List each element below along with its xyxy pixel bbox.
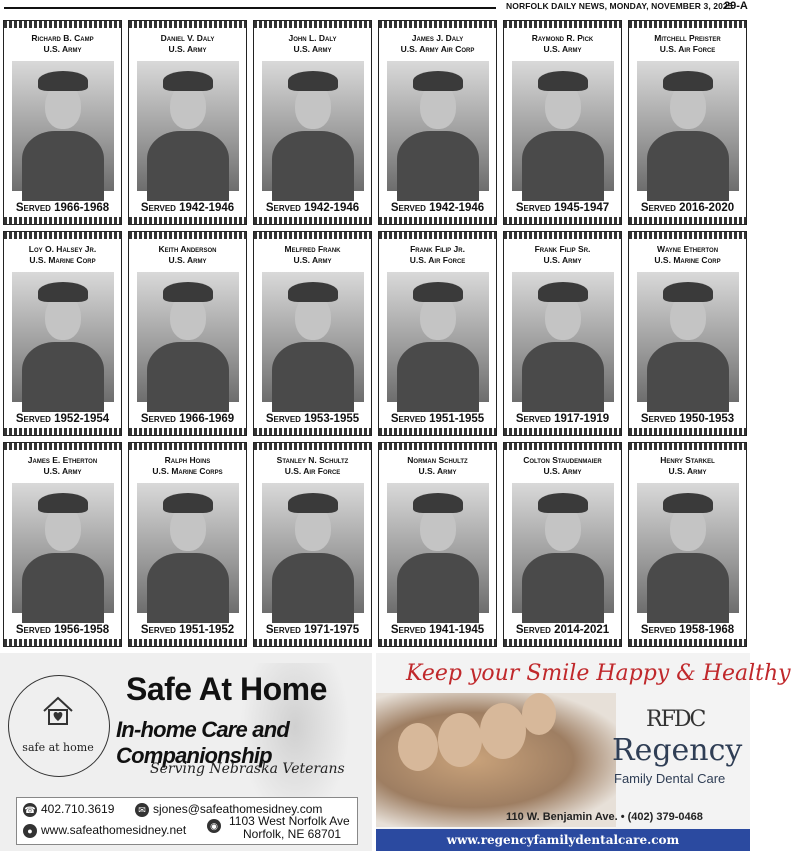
veteran-photo (137, 61, 239, 191)
service-years (631, 413, 744, 425)
veteran-photo (637, 61, 739, 191)
regency-url[interactable]: www.regencyfamilydentalcare.com (446, 833, 680, 847)
cap-shape (538, 282, 588, 302)
cap-shape (288, 282, 338, 302)
cap-shape (288, 493, 338, 513)
star-border-bottom (4, 639, 121, 646)
star-border-top (629, 21, 746, 28)
veteran-photo (12, 272, 114, 402)
service-years (381, 624, 494, 636)
website-link: www.safeathomesidney.net (41, 823, 187, 837)
veteran-photo (137, 272, 239, 402)
served-years: 1971-1975 (304, 624, 360, 636)
uniform-shape (522, 342, 604, 412)
served-label: Served (265, 413, 301, 425)
email-address: sjones@safeathomesidney.com (153, 802, 323, 816)
veteran-grid (3, 20, 747, 648)
uniform-shape (647, 131, 729, 201)
veteran-name: Daniel V. Daly (160, 33, 215, 43)
address-line-1: 1103 West Norfolk Ave (229, 814, 350, 828)
uniform-shape (647, 342, 729, 412)
veteran-card (253, 231, 372, 436)
star-border-top (129, 443, 246, 450)
page-number: 29-A (724, 0, 748, 12)
served-years: 2014-2021 (554, 624, 610, 636)
service-years (256, 202, 369, 214)
star-border-top (129, 21, 246, 28)
cap-shape (288, 71, 338, 91)
veteran-photo (637, 483, 739, 613)
veteran-card (378, 442, 497, 647)
veteran-card (628, 442, 747, 647)
veteran-name: Loy O. Halsey Jr. (28, 244, 97, 254)
veteran-name: Keith Anderson (158, 244, 217, 254)
uniform-shape (397, 131, 479, 201)
veteran-card (253, 442, 372, 647)
served-years: 1942-1946 (429, 202, 485, 214)
service-years (506, 624, 619, 636)
served-label: Served (265, 202, 301, 214)
uniform-shape (22, 342, 104, 412)
star-border-top (4, 232, 121, 239)
served-label: Served (15, 624, 51, 636)
veteran-name: James E. Etherton (27, 455, 98, 465)
star-border-top (379, 21, 496, 28)
globe-icon: ● (23, 824, 37, 838)
veteran-photo (512, 272, 614, 402)
veteran-branch: U.S. Army (43, 466, 82, 476)
mother-face (438, 713, 482, 767)
star-border-top (379, 232, 496, 239)
uniform-shape (22, 553, 104, 623)
star-border-bottom (254, 217, 371, 224)
served-years: 1917-1919 (554, 413, 610, 425)
served-years: 1942-1946 (304, 202, 360, 214)
service-years (506, 413, 619, 425)
veteran-card (628, 231, 747, 436)
veteran-name: James J. Daly (411, 33, 464, 43)
star-border-top (254, 232, 371, 239)
star-border-bottom (254, 428, 371, 435)
cap-shape (38, 493, 88, 513)
veteran-branch: U.S. Army (543, 466, 582, 476)
safe-at-home-ad[interactable] (0, 653, 372, 851)
child-face (398, 723, 438, 771)
uniform-shape (397, 553, 479, 623)
veteran-photo (262, 272, 364, 402)
uniform-shape (147, 553, 229, 623)
veteran-photo (12, 61, 114, 191)
served-years: 1951-1952 (179, 624, 235, 636)
veteran-branch: U.S. Marine Corp (29, 255, 96, 265)
veteran-photo (12, 483, 114, 613)
cap-shape (163, 71, 213, 91)
service-years (6, 202, 119, 214)
veteran-card (128, 231, 247, 436)
star-border-bottom (254, 639, 371, 646)
star-border-bottom (629, 217, 746, 224)
star-border-top (629, 232, 746, 239)
star-border-bottom (129, 428, 246, 435)
uniform-shape (272, 131, 354, 201)
served-label: Served (515, 624, 551, 636)
veteran-card (378, 20, 497, 225)
served-label: Served (15, 413, 51, 425)
served-label: Served (390, 202, 426, 214)
service-years (381, 413, 494, 425)
address-row (207, 818, 225, 833)
ad-subtitle: In-home Care and Companionship (116, 717, 290, 768)
cap-shape (163, 493, 213, 513)
contact-box (16, 797, 358, 845)
served-years: 1951-1955 (429, 413, 485, 425)
veteran-card (128, 442, 247, 647)
served-years: 1966-1968 (54, 202, 110, 214)
address-line-2: Norfolk, NE 68701 (243, 827, 342, 841)
veteran-card (3, 20, 122, 225)
service-years (381, 202, 494, 214)
veteran-card (3, 442, 122, 647)
served-label: Served (390, 413, 426, 425)
served-label: Served (390, 624, 426, 636)
veteran-photo (387, 61, 489, 191)
veteran-branch: U.S. Army (418, 466, 457, 476)
served-label: Served (140, 624, 176, 636)
veteran-name: Richard B. Camp (31, 33, 94, 43)
served-years: 1953-1955 (304, 413, 360, 425)
veteran-branch: U.S. Army (168, 44, 207, 54)
served-years: 1945-1947 (554, 202, 610, 214)
veteran-name: Ralph Hoins (164, 455, 211, 465)
address-block (229, 815, 350, 841)
veteran-photo (387, 272, 489, 402)
veteran-card (503, 20, 622, 225)
service-years (6, 624, 119, 636)
star-border-top (504, 443, 621, 450)
cap-shape (663, 282, 713, 302)
star-border-top (129, 232, 246, 239)
served-label: Served (640, 413, 676, 425)
veteran-photo (512, 483, 614, 613)
newspaper-dateline: NORFOLK DAILY NEWS, MONDAY, NOVEMBER 3, 2025 (506, 1, 733, 11)
served-years: 1956-1958 (54, 624, 110, 636)
star-border-bottom (629, 639, 746, 646)
served-label: Served (15, 202, 51, 214)
star-border-bottom (129, 217, 246, 224)
veteran-card (253, 20, 372, 225)
served-label: Served (140, 413, 176, 425)
service-years (6, 413, 119, 425)
star-border-bottom (504, 639, 621, 646)
veteran-branch: U.S. Air Force (659, 44, 716, 54)
veteran-branch: U.S. Army Air Corp (400, 44, 475, 54)
served-years: 2016-2020 (679, 202, 735, 214)
service-years (631, 624, 744, 636)
ad-serving-line: Serving Nebraska Veterans (150, 761, 345, 777)
veteran-card (628, 20, 747, 225)
served-years: 1952-1954 (54, 413, 110, 425)
served-label: Served (265, 624, 301, 636)
uniform-shape (147, 131, 229, 201)
location-pin-icon: ◉ (207, 819, 221, 833)
uniform-shape (272, 553, 354, 623)
service-years (131, 202, 244, 214)
veteran-photo (262, 61, 364, 191)
star-border-bottom (379, 428, 496, 435)
veteran-branch: U.S. Air Force (284, 466, 341, 476)
regency-subname: Family Dental Care (614, 771, 726, 786)
regency-address: 110 W. Benjamin Ave. • (402) 379-0468 (506, 811, 703, 823)
veteran-branch: U.S. Air Force (409, 255, 466, 265)
veteran-photo (512, 61, 614, 191)
veteran-name: John L. Daly (288, 33, 337, 43)
service-years (256, 624, 369, 636)
served-years: 1958-1968 (679, 624, 735, 636)
regency-name: Regency (612, 733, 743, 768)
uniform-shape (647, 553, 729, 623)
served-label: Served (515, 202, 551, 214)
veteran-photo (387, 483, 489, 613)
uniform-shape (397, 342, 479, 412)
email-icon: ✉ (135, 803, 149, 817)
service-years (131, 624, 244, 636)
star-border-bottom (4, 428, 121, 435)
star-border-top (504, 21, 621, 28)
phone-row[interactable] (23, 802, 114, 817)
star-border-bottom (504, 428, 621, 435)
served-years: 1941-1945 (429, 624, 485, 636)
veteran-name: Norman Schultz (407, 455, 468, 465)
veteran-branch: U.S. Army (668, 466, 707, 476)
phone-icon: ☎ (24, 804, 36, 815)
house-heart-icon (40, 693, 76, 729)
page-header (0, 0, 750, 16)
veteran-branch: U.S. Army (293, 44, 332, 54)
family-photo (376, 693, 616, 827)
star-border-bottom (629, 428, 746, 435)
veteran-card (378, 231, 497, 436)
served-label: Served (640, 624, 676, 636)
star-border-top (4, 21, 121, 28)
logo-text: safe at home (22, 741, 94, 754)
veteran-branch: U.S. Army (543, 44, 582, 54)
served-label: Served (140, 202, 176, 214)
uniform-shape (522, 553, 604, 623)
served-years: 1950-1953 (679, 413, 735, 425)
veteran-name: Frank Filip Jr. (410, 244, 465, 254)
cap-shape (413, 282, 463, 302)
cap-shape (538, 493, 588, 513)
veteran-name: Henry Starkel (660, 455, 715, 465)
ad-tagline: Keep your Smile Happy & Healthy (406, 661, 791, 686)
star-border-top (379, 443, 496, 450)
website-row[interactable] (23, 823, 186, 838)
veteran-card (3, 231, 122, 436)
veteran-name: Colton Staudenmaier (523, 455, 602, 465)
ad-title: Safe At Home (126, 671, 327, 707)
star-border-top (504, 232, 621, 239)
service-years (631, 202, 744, 214)
veteran-branch: U.S. Army (543, 255, 582, 265)
star-border-bottom (379, 639, 496, 646)
veteran-name: Frank Filip Sr. (534, 244, 591, 254)
veteran-branch: U.S. Army (168, 255, 207, 265)
cap-shape (538, 71, 588, 91)
regency-dental-ad[interactable] (376, 653, 791, 851)
cap-shape (413, 493, 463, 513)
veteran-photo (262, 483, 364, 613)
uniform-shape (522, 131, 604, 201)
service-years (256, 413, 369, 425)
uniform-shape (147, 342, 229, 412)
veteran-name: Mitchell Preister (654, 33, 721, 43)
header-rule (4, 7, 496, 9)
veteran-name: Wayne Etherton (656, 244, 719, 254)
veteran-name: Melfred Frank (284, 244, 341, 254)
phone-number: 402.710.3619 (41, 802, 115, 816)
star-border-bottom (504, 217, 621, 224)
star-border-bottom (379, 217, 496, 224)
father-face (480, 703, 526, 759)
cap-shape (163, 282, 213, 302)
served-label: Served (515, 413, 551, 425)
uniform-shape (272, 342, 354, 412)
veteran-branch: U.S. Marine Corps (152, 466, 223, 476)
served-label: Served (640, 202, 676, 214)
veteran-card (128, 20, 247, 225)
cap-shape (38, 71, 88, 91)
regency-logo-mark: RFDC (646, 707, 705, 732)
veteran-branch: U.S. Marine Corp (654, 255, 721, 265)
service-years (131, 413, 244, 425)
veteran-photo (637, 272, 739, 402)
veteran-photo (137, 483, 239, 613)
veteran-card (503, 231, 622, 436)
boy-face (522, 693, 556, 735)
star-border-bottom (4, 217, 121, 224)
star-border-bottom (129, 639, 246, 646)
veteran-branch: U.S. Army (43, 44, 82, 54)
cap-shape (413, 71, 463, 91)
star-border-top (254, 21, 371, 28)
star-border-top (629, 443, 746, 450)
service-years (506, 202, 619, 214)
star-border-top (4, 443, 121, 450)
veteran-name: Raymond R. Pick (531, 33, 594, 43)
cap-shape (663, 493, 713, 513)
uniform-shape (22, 131, 104, 201)
cap-shape (663, 71, 713, 91)
veteran-name: Stanley N. Schultz (276, 455, 349, 465)
url-bar[interactable] (376, 829, 750, 851)
served-years: 1966-1969 (179, 413, 235, 425)
veteran-branch: U.S. Army (293, 255, 332, 265)
veteran-card (503, 442, 622, 647)
star-border-top (254, 443, 371, 450)
cap-shape (38, 282, 88, 302)
served-years: 1942-1946 (179, 202, 235, 214)
